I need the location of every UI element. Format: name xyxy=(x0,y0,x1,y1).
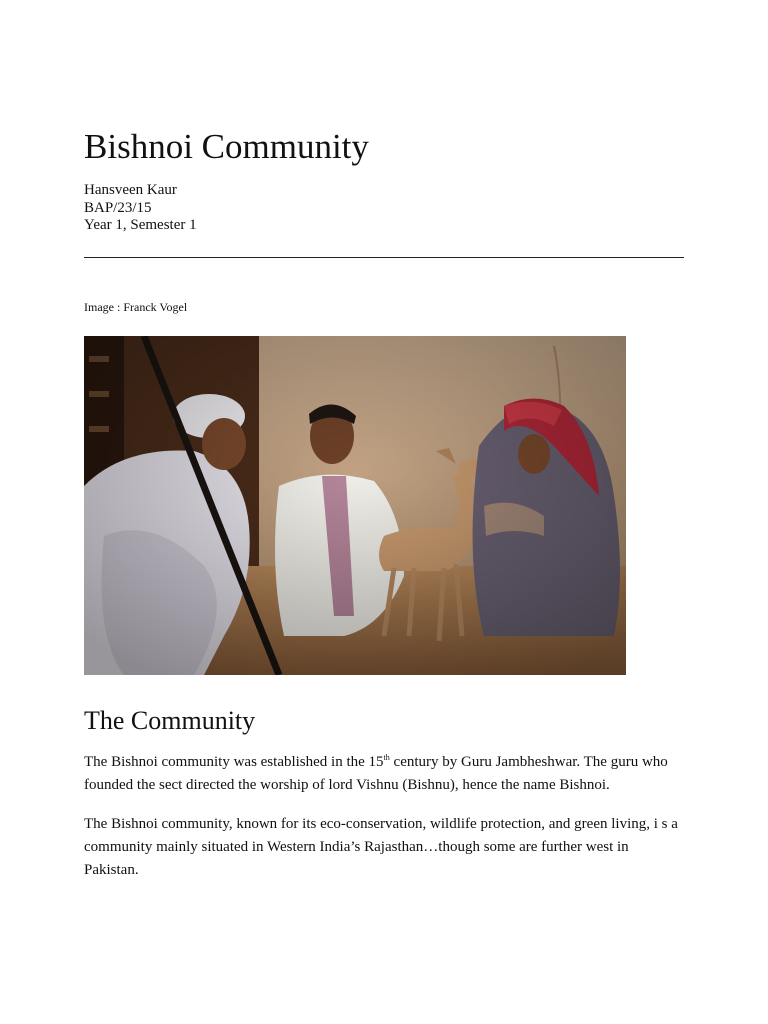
author-block xyxy=(84,182,197,235)
term-info: Year 1, Semester 1 xyxy=(84,217,197,233)
ordinal-suffix: th xyxy=(383,753,390,762)
horizontal-rule xyxy=(84,257,684,258)
paragraph-founding-end: century by Guru Jambheshwar. The guru who founded the sect directed the worship of lord Vishnu (Bishnu), hence the name Bishnoi. xyxy=(84,754,668,793)
student-id: BAP/23/15 xyxy=(84,199,152,216)
community-photo xyxy=(84,336,626,675)
paragraph-founding-start: The Bishnoi community was established in the 15 xyxy=(84,754,384,770)
paragraph-founding xyxy=(84,751,684,797)
document-title: Bishnoi Community xyxy=(84,127,369,166)
image-caption: Image : Franck Vogel xyxy=(84,300,188,314)
section-heading: The Community xyxy=(84,706,256,735)
author-name: Hansveen Kaur xyxy=(84,182,177,198)
paragraph-location: The Bishnoi community, known for its eco-conservation, wildlife protection, and green living, i s a community mainly situated in Western India’s Rajasthan…though some are further west in Pakistan. xyxy=(84,816,678,878)
